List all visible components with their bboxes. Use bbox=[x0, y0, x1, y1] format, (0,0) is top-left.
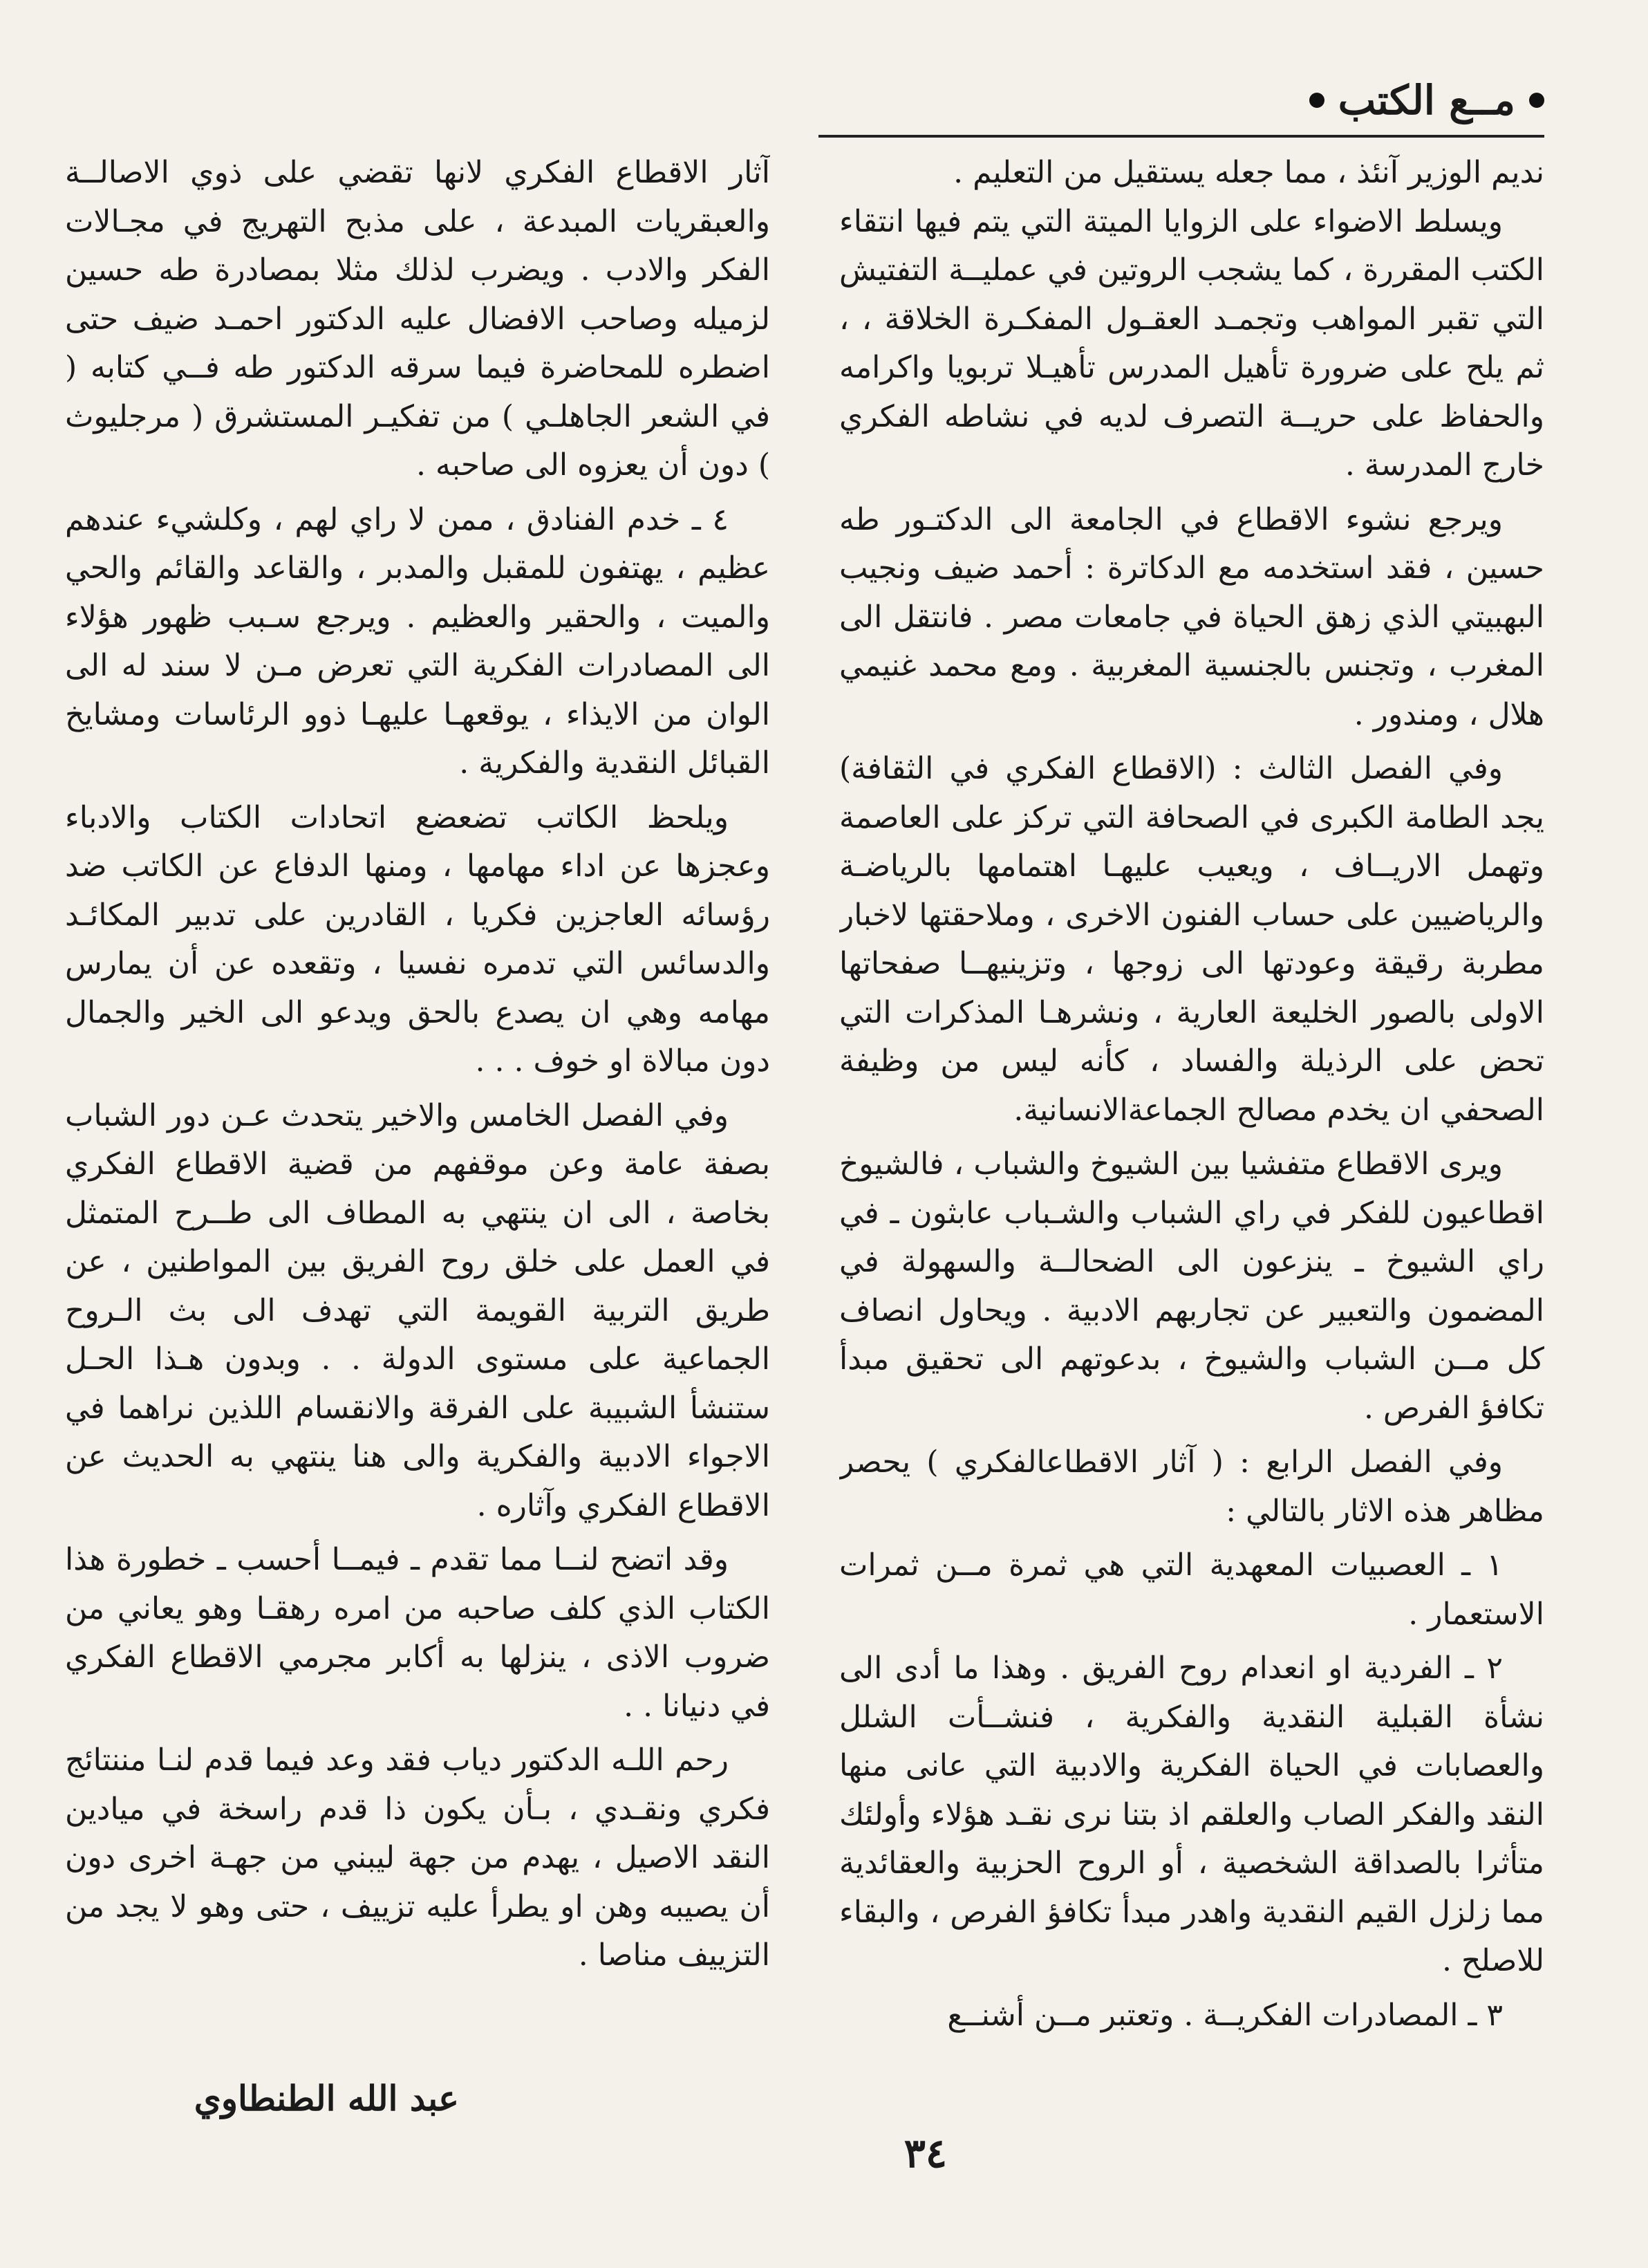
paragraph: آثار الاقطاع الفكري لانها تقضي على ذوي الاصالــة والعبقريات المبدعة ، على مذبح التهريج في مجـالات الفكر والادب . ويضرب لذلك مثلا بمصادرة طه حسين لزميله وصاحب الافضال عليه الدكتور احمـد ضيف حتى اضطره للمحاضرة فيما سرقه الدكتور طه فــي كتابه ( في الشعر الجاهلـي ) من تفكيـر المستشرق ( مرجليوث ) دون أن يعزوه الى صاحبه . bbox=[65, 155, 770, 483]
paragraph: نديم الوزير آنئذ ، مما جعله يستقيل من التعليم . bbox=[953, 155, 1544, 190]
list-item: ٢ ـ الفردية او انعدام روح الفريق . وهذا ما أدى الى نشأة القبلية النقدية والفكرية ، فنشــأت الشلل والعصابات في الحياة الفكرية والادبية التي عانى منها النقد والفكر الصاب والعلقم اذ بتنا نرى نقـد هؤلاء وأولئك متأثرا بالصداقة الشخصية ، أو الروح الحزبية والعقائدية مما زلزل القيم النقدية واهدر مبدأ تكافؤ الفرص ، والبقاء للاصلح . bbox=[839, 1651, 1544, 1978]
list-item: ١ ـ العصبيات المعهدية التي هي ثمرة مــن ثمرات الاستعمار . bbox=[839, 1547, 1544, 1632]
page-number: ٣٤ bbox=[903, 2130, 947, 2177]
section-title: مــع الكتب bbox=[1338, 77, 1515, 124]
paragraph: ويرى الاقطاع متفشيا بين الشيوخ والشباب ، فالشيوخ اقطاعيون للفكر في راي الشباب والشـباب عابثون ـ في راي الشيوخ ـ ينزعون الى الضحالــة والسهولة في المضمون والتعبير عن تجاربهم الادبية . ويحاول انصاف كل مــن الشباب والشيوخ ، بدعوتهم الى تحقيق مبدأ تكافؤ الفرص . bbox=[839, 1146, 1544, 1426]
paragraph: رحم اللـه الدكتور دياب فقد وعد فيما قدم لنـا مننتائج فكري ونقـدي ، بـأن يكون ذا قدم راسخة في ميادين النقد الاصيل ، يهدم من جهة ليبني من جهـة اخرى دون أن يصيبه وهن او يطرأ عليه تزييف ، حتى وهو لا يجد من التزييف مناصا . bbox=[65, 1742, 770, 1973]
paragraph: ويسلط الاضواء على الزوايا الميتة التي يتم فيها انتقاء الكتب المقررة ، كما يشجب الروتين في عمليــة التفتيش التي تقبر المواهب وتجمـد العقـول المفكـرة الخلاقة ، ، ثم يلح على ضرورة تأهيل المدرس تأهيـلا تربويا واكرامه والحفاظ على حريــة التصرف لديه في نشاطه الفكري خارج المدرسة . bbox=[839, 203, 1544, 483]
paragraph: وقد اتضح لنــا مما تقدم ـ فيمــا أحسب ـ خطورة هذا الكتاب الذي كلف صاحبه من امره رهقـا وهو يعاني من ضروب الاذى ، ينزلها به أكابر مجرمي الاقطاع الفكري في دنيانا . . bbox=[65, 1542, 770, 1724]
list-item: ٤ ـ خدم الفنادق ، ممن لا راي لهم ، وكلشيء عندهم عظيم ، يهتفون للمقبل والمدبر ، والقاعد والقائم والحي والميت ، والحقير والعظيم . ويرجع سـبب ظهور هؤلاء الى المصادرات الفكرية التي تعرض مـن لا سند له الى الوان من الايذاء ، يوقعهـا عليهـا ذوو الرئاسات ومشايخ القبائل النقدية والفكرية . bbox=[65, 501, 770, 781]
column-left bbox=[65, 149, 770, 2106]
paragraph: ويرجع نشوء الاقطاع في الجامعة الى الدكتـور طه حسين ، فقد استخدمه مع الدكاترة : أحمد ضيف ونجيب البهبيتي الذي زهق الحياة في جامعات مصر . فانتقل الى المغرب ، وتجنس بالجنسية المغربية . ومع محمد غنيمي هلال ، ومندور . bbox=[839, 501, 1544, 732]
paragraph: وفي الفصل الثالث : (الاقطاع الفكري في الثقافة) يجد الطامة الكبرى في الصحافة التي تركز على العاصمة وتهمل الاريــاف ، ويعيب عليهـا اهتمامها بالرياضـة والرياضيين على حساب الفنون الاخرى ، وملاحقتها لاخبار مطربة رقيقة وعودتها الى زوجها ، وتزينيهــا صفحاتها الاولى بالصور الخليعة العارية ، ونشرهـا المذكرات التي تحض على الرذيلة والفساد ، كأنه ليس من وظيفة الصحفي ان يخدم مصالح الجماعةالانسانية. bbox=[839, 751, 1544, 1128]
header-rule bbox=[818, 135, 1544, 138]
column-right bbox=[839, 149, 1544, 2106]
section-header bbox=[853, 62, 1544, 138]
paragraph: وفي الفصل الخامس والاخير يتحدث عـن دور الشباب بصفة عامة وعن موقفهم من قضية الاقطاع الفكري بخاصة ، الى ان ينتهي به المطاف الى طــرح المتمثل في العمل على خلق روح الفريق بين المواطنين ، عن طريق التربية القويمة التي تهدف الى بث الـروح الجماعية على مستوى الدولة . . وبدون هـذا الحـل ستنشأ الشبيبة على الفرقة والانقسام اللذين نراهما في الاجواء الادبية والفكرية والى هنا ينتهي به الحديث عن الاقطاع الفكري وآثاره . bbox=[65, 1097, 770, 1523]
bullet-dot-icon bbox=[1309, 93, 1324, 108]
paragraph: ويلحظ الكاتب تضعضع اتحادات الكتاب والادباء وعجزها عن اداء مهامها ، ومنها الدفاع عن الكاتب ضد رؤسائه العاجزين فكريا ، القادرين على تدبير المكائـد والدسائس التي تدمره نفسيا ، وتقعده عن أن يمارس مهامه وهي ان يصدع بالحق ويدعو الى الخير والجمال دون مبالاة او خوف . . . bbox=[65, 799, 770, 1079]
bullet-dot-icon bbox=[1529, 93, 1544, 108]
paragraph: وفي الفصل الرابع : ( آثار الاقطاعالفكري ) يحصر مظاهر هذه الاثار بالتالي : bbox=[839, 1444, 1544, 1529]
list-item: ٣ ـ المصادرات الفكريــة . وتعتبر مــن أشنــع bbox=[947, 1997, 1503, 2033]
author-signature: عبد الله الطنطاوي bbox=[194, 2078, 459, 2119]
